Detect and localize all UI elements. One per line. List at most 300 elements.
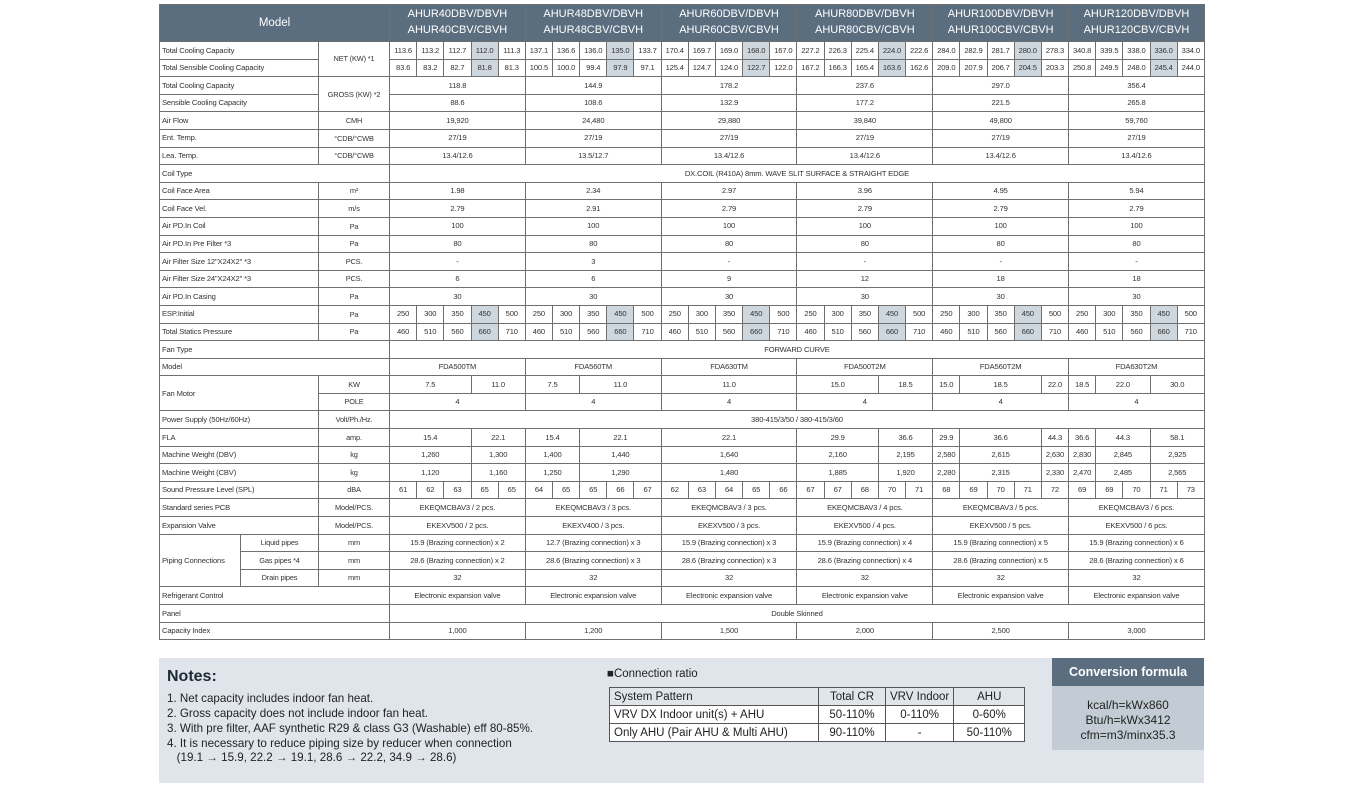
spec-value-cell: 39,840 [797,112,933,130]
spec-row [160,446,1205,464]
spec-value-cell: EKEQMCBAV3 / 3 pcs. [525,499,661,517]
spec-value-cell: 350 [851,305,878,323]
spec-value-cell: 69 [1096,481,1123,499]
spec-value-cell: 300 [960,305,987,323]
model-header: Model [160,5,390,42]
spec-value-cell: 560 [987,323,1014,341]
connection-ratio-header-row [610,688,1025,706]
spec-value-cell: 2.79 [390,200,526,218]
spec-value-cell: 30 [661,288,797,306]
spec-value-cell: 237.6 [797,77,933,95]
spec-row [160,499,1205,517]
spec-value-cell: Electronic expansion valve [933,587,1069,605]
spec-value-cell: 32 [1069,569,1205,587]
model-name: AHUR40CBV/CBVH [407,24,508,36]
spec-row-label: Standard series PCB [160,499,319,517]
cr-cell: 0-60% [954,706,1025,724]
conversion-formula-box [1052,658,1204,750]
spec-row [160,569,1205,587]
spec-value-cell: 2,565 [1150,464,1204,482]
spec-value-cell: 36.6 [1069,429,1096,447]
spec-value-cell: 1,000 [390,622,526,640]
spec-value-cell: 30 [1069,288,1205,306]
spec-value-cell: 560 [715,323,742,341]
spec-value-cell: 100.0 [552,59,579,77]
spec-row-label: ESP.Initial [160,305,319,323]
spec-value-cell: 660 [471,323,498,341]
spec-value-cell: 2.91 [525,200,661,218]
spec-value-cell: 2,925 [1150,446,1204,464]
model-name: AHUR60DBV/DBVH [679,8,779,21]
spec-value-cell: 162.6 [906,59,933,77]
spec-value-cell: 111.3 [498,42,525,60]
spec-row-label: Air PD.In Casing [160,288,319,306]
spec-unit-cell: Pa [319,288,390,306]
spec-value-cell: 108.6 [525,94,661,112]
spec-row [160,481,1205,499]
model-name: AHUR80CBV/CBVH [815,24,915,36]
spec-value-cell: 100 [525,217,661,235]
spec-value-cell: 560 [1123,323,1150,341]
spec-value-cell: 100 [661,217,797,235]
spec-value-cell: EKEXV400 / 3 pcs. [525,517,661,535]
spec-value-cell: 118.8 [390,77,526,95]
spec-row [160,112,1205,130]
spec-value-cell: 4 [525,393,661,411]
spec-value-cell: 5.94 [1069,182,1205,200]
spec-unit-cell: kg [319,446,390,464]
spec-value-cell: 18.5 [878,376,932,394]
spec-row [160,253,1205,271]
spec-value-cell: 2,315 [960,464,1041,482]
spec-value-cell: 32 [390,569,526,587]
spec-row-label: Fan Type [160,341,390,359]
spec-value-cell: EKEQMCBAV3 / 6 pcs. [1069,499,1205,517]
spec-value-cell: 27/19 [1069,129,1205,147]
spec-value-cell: 284.0 [933,42,960,60]
cr-header-ahu: AHU [954,688,1025,706]
spec-value-cell: 99.4 [580,59,607,77]
spec-value-cell: 560 [851,323,878,341]
spec-row [160,605,1205,623]
spec-value-cell: 36.6 [878,429,932,447]
spec-value-cell: 350 [444,305,471,323]
spec-value-cell: 29.9 [933,429,960,447]
spec-value-cell: 450 [878,305,905,323]
spec-value-cell: 144.9 [525,77,661,95]
spec-value-cell: 3,000 [1069,622,1205,640]
spec-value-cell: 450 [1014,305,1041,323]
spec-value-cell: 12.7 (Brazing connection) x 3 [525,534,661,552]
spec-value-cell: 80 [797,235,933,253]
spec-value-cell: 510 [824,323,851,341]
spec-value-cell: 65 [552,481,579,499]
spec-value-cell: 460 [1069,323,1096,341]
spec-value-cell: 350 [580,305,607,323]
spec-value-cell: FDA500T2M [797,358,933,376]
spec-value-cell: 167.0 [770,42,797,60]
spec-value-cell: FDA500TM [390,358,526,376]
spec-unit-cell: Volt/Ph./Hz. [319,411,390,429]
conversion-line: cfm=m3/minx35.3 [1080,728,1176,742]
spec-unit-cell: Liquid pipes [241,534,319,552]
spec-value-cell: 222.6 [906,42,933,60]
spec-value-cell: 166.3 [824,59,851,77]
spec-value-cell: EKEQMCBAV3 / 4 pcs. [797,499,933,517]
spec-value-cell: 64 [715,481,742,499]
spec-value-cell: 62 [661,481,688,499]
spec-value-cell: 15.4 [390,429,471,447]
spec-value-cell: 4 [797,393,933,411]
spec-value-cell: 1,260 [390,446,471,464]
spec-row [160,270,1205,288]
spec-row [160,429,1205,447]
spec-value-cell: 1,120 [390,464,471,482]
spec-value-cell: 660 [1014,323,1041,341]
connection-ratio-row [610,724,1025,742]
spec-value-cell: 27/19 [933,129,1069,147]
spec-value-cell: 28.6 (Brazing connection) x 5 [933,552,1069,570]
spec-value-cell: Electronic expansion valve [390,587,526,605]
spec-value-cell: 44.3 [1096,429,1150,447]
spec-row [160,622,1205,640]
spec-value-cell: 22.0 [1041,376,1068,394]
spec-value-cell: 227.2 [797,42,824,60]
model-column-header [525,5,661,42]
spec-row-label: Air Flow [160,112,319,130]
cr-cell: VRV DX Indoor unit(s) + AHU [610,706,819,724]
spec-value-cell: 30 [933,288,1069,306]
spec-value-cell: 13.4/12.6 [797,147,933,165]
spec-value-cell: 71 [906,481,933,499]
spec-row [160,411,1205,429]
spec-row-label: Air Filter Size 24"X24X2" *3 [160,270,319,288]
spec-value-cell: 49,800 [933,112,1069,130]
spec-value-cell: 2,630 [1041,446,1068,464]
spec-unit-cell: mm [319,569,390,587]
spec-value-cell: 67 [797,481,824,499]
spec-value-cell: 2,195 [878,446,932,464]
spec-row-label: Fan Motor [160,376,319,411]
spec-unit-cell: PCS. [319,270,390,288]
spec-value-cell: 300 [417,305,444,323]
spec-value-cell: 67 [824,481,851,499]
spec-value-cell: 28.6 (Brazing connection) x 6 [1069,552,1205,570]
spec-value-cell: 250.8 [1069,59,1096,77]
spec-value-cell: 510 [960,323,987,341]
spec-value-cell: 460 [661,323,688,341]
spec-value-cell: 65 [471,481,498,499]
spec-unit-cell: °CDB/°CWB [319,129,390,147]
spec-value-cell: 177.2 [797,94,933,112]
notes-title: Notes: [167,668,217,685]
spec-value-cell: EKEXV500 / 4 pcs. [797,517,933,535]
spec-value-cell: 340.8 [1069,42,1096,60]
spec-value-cell: 70 [878,481,905,499]
model-name: AHUR100DBV/DBVH [947,8,1054,21]
spec-value-cell: 2,615 [960,446,1041,464]
spec-value-cell: 70 [1123,481,1150,499]
spec-value-cell: 112.0 [471,42,498,60]
spec-value-cell: 83.6 [390,59,417,77]
spec-row-label: Ent. Temp. [160,129,319,147]
spec-value-cell: 170.4 [661,42,688,60]
spec-value-cell: 500 [498,305,525,323]
note-line: 1. Net capacity includes indoor fan heat. [167,692,374,705]
spec-row-label: Power Supply (50Hz/60Hz) [160,411,319,429]
spec-row-label: Total Sensible Cooling Capacity [160,59,319,77]
spec-value-cell: 281.7 [987,42,1014,60]
spec-row-label: Lea. Temp. [160,147,319,165]
spec-value-cell: 88.6 [390,94,526,112]
spec-value-cell: 66 [607,481,634,499]
spec-value-cell: 1.98 [390,182,526,200]
spec-value-cell: 500 [1177,305,1204,323]
model-name: AHUR40DBV/DBVH [407,8,508,21]
spec-value-cell: 80 [1069,235,1205,253]
cr-cell: - [886,724,954,742]
spec-value-cell: 460 [933,323,960,341]
spec-value-cell: Double Skinned [390,605,1205,623]
model-column-header [1069,5,1205,42]
spec-value-cell: 13.5/12.7 [525,147,661,165]
spec-value-cell: 15.9 (Brazing connection) x 2 [390,534,526,552]
spec-value-cell: 7.5 [525,376,579,394]
spec-value-cell: 13.4/12.6 [661,147,797,165]
spec-value-cell: 280.0 [1014,42,1041,60]
spec-unit-cell: Pa [319,217,390,235]
spec-row-label: Air PD.In Pre Filter *3 [160,235,319,253]
spec-value-cell: 356.4 [1069,77,1205,95]
spec-value-cell: 2,160 [797,446,878,464]
spec-value-cell: Electronic expansion valve [525,587,661,605]
spec-value-cell: 132.9 [661,94,797,112]
spec-row [160,376,1205,394]
spec-unit-cell: POLE [319,393,390,411]
spec-value-cell: 100 [797,217,933,235]
spec-value-cell: 124.7 [688,59,715,77]
model-name: AHUR48CBV/CBVH [543,24,644,36]
spec-value-cell: 30 [390,288,526,306]
spec-value-cell: 2,485 [1096,464,1150,482]
spec-value-cell: 2.79 [933,200,1069,218]
spec-value-cell: 710 [1177,323,1204,341]
spec-value-cell: 2,000 [797,622,933,640]
connection-ratio-table [609,687,1025,742]
spec-value-cell: 32 [661,569,797,587]
note-line: 4. It is necessary to reduce piping size by reducer when connection [167,737,512,750]
spec-value-cell: 334.0 [1177,42,1204,60]
spec-value-cell: 97.1 [634,59,661,77]
spec-value-cell: DX.COIL (R410A) 8mm. WAVE SLIT SURFACE & STRAIGHT EDGE [390,165,1205,183]
spec-value-cell: 244.0 [1177,59,1204,77]
spec-value-cell: 204.5 [1014,59,1041,77]
spec-value-cell: 64 [525,481,552,499]
spec-value-cell: 4 [1069,393,1205,411]
spec-value-cell: 2,280 [933,464,960,482]
spec-value-cell: 2,580 [933,446,960,464]
note-line: (19.1 → 15.9, 22.2 → 19.1, 28.6 → 22.2, 34.9 → 28.6) [167,751,457,764]
spec-value-cell: 97.9 [607,59,634,77]
spec-value-cell: 63 [688,481,715,499]
spec-value-cell: 81.3 [498,59,525,77]
spec-value-cell: 206.7 [987,59,1014,77]
spec-value-cell: 100 [390,217,526,235]
spec-value-cell: 28.6 (Brazing connection) x 3 [661,552,797,570]
spec-row [160,517,1205,535]
spec-unit-cell: Pa [319,323,390,341]
conversion-formula-title: Conversion formula [1052,658,1204,686]
conversion-line: Btu/h=kWx3412 [1085,713,1171,727]
spec-value-cell: 122.0 [770,59,797,77]
spec-value-cell: 30 [797,288,933,306]
spec-value-cell: 65 [498,481,525,499]
spec-unit-cell: °CDB/°CWB [319,147,390,165]
spec-row-label: Coil Face Vel. [160,200,319,218]
spec-value-cell: 70 [987,481,1014,499]
spec-value-cell: 224.0 [878,42,905,60]
spec-value-cell: - [661,253,797,271]
spec-value-cell: 380-415/3/50 / 380-415/3/60 [390,411,1205,429]
spec-value-cell: 100 [933,217,1069,235]
spec-value-cell: 65 [743,481,770,499]
spec-value-cell: 169.7 [688,42,715,60]
spec-row-label: Expansion Valve [160,517,319,535]
spec-row-label: FLA [160,429,319,447]
spec-value-cell: 135.0 [607,42,634,60]
model-name: AHUR48DBV/DBVH [543,8,644,21]
spec-unit-cell: NET (KW) *1 [319,42,390,77]
spec-value-cell: 450 [1150,305,1177,323]
spec-row-label: Model [160,358,390,376]
spec-unit-cell: m/s [319,200,390,218]
spec-value-cell: 136.0 [580,42,607,60]
spec-row-label: Air PD.In Coil [160,217,319,235]
spec-value-cell: 168.0 [743,42,770,60]
spec-value-cell: 12 [797,270,933,288]
spec-value-cell: 250 [525,305,552,323]
spec-row-label: Total Cooling Capacity [160,77,319,95]
spec-value-cell: EKEXV500 / 6 pcs. [1069,517,1205,535]
model-name: AHUR120CBV/CBVH [1083,24,1190,36]
spec-value-cell: 500 [770,305,797,323]
cr-cell: 0-110% [886,706,954,724]
spec-value-cell: 450 [471,305,498,323]
spec-value-cell: 11.0 [580,376,661,394]
spec-value-cell: 18 [1069,270,1205,288]
spec-value-cell: 13.4/12.6 [390,147,526,165]
spec-value-cell: 27/19 [390,129,526,147]
spec-value-cell: 4 [661,393,797,411]
spec-value-cell: 80 [525,235,661,253]
spec-value-cell: 100.5 [525,59,552,77]
spec-value-cell: 660 [1150,323,1177,341]
spec-unit-cell: mm [319,534,390,552]
spec-value-cell: 1,885 [797,464,878,482]
spec-value-cell: 27/19 [797,129,933,147]
spec-value-cell: - [390,253,526,271]
connection-ratio-title: ■Connection ratio [607,668,698,680]
spec-value-cell: 18.5 [1069,376,1096,394]
spec-value-cell: 207.9 [960,59,987,77]
spec-value-cell: 2.79 [797,200,933,218]
spec-value-cell: 137.1 [525,42,552,60]
spec-value-cell: 29,880 [661,112,797,130]
spec-value-cell: 113.6 [390,42,417,60]
spec-value-cell: 32 [933,569,1069,587]
spec-value-cell: EKEQMCBAV3 / 2 pcs. [390,499,526,517]
spec-value-cell: 336.0 [1150,42,1177,60]
model-column-header [390,5,526,42]
spec-value-cell: 225.4 [851,42,878,60]
spec-value-cell: 27/19 [525,129,661,147]
spec-value-cell: 710 [906,323,933,341]
spec-value-cell: 169.0 [715,42,742,60]
spec-value-cell: 245.4 [1150,59,1177,77]
spec-value-cell: 82.7 [444,59,471,77]
spec-row [160,129,1205,147]
spec-value-cell: 2.34 [525,182,661,200]
spec-value-cell: 1,920 [878,464,932,482]
spec-value-cell: 15.0 [933,376,960,394]
spec-value-cell: 500 [1041,305,1068,323]
spec-value-cell: 4 [390,393,526,411]
spec-unit-cell: m² [319,182,390,200]
spec-value-cell: 282.9 [960,42,987,60]
spec-value-cell: 510 [552,323,579,341]
spec-value-cell: 710 [498,323,525,341]
spec-value-cell: 1,440 [580,446,661,464]
spec-value-cell: 19,920 [390,112,526,130]
spec-value-cell: - [797,253,933,271]
spec-value-cell: 339.5 [1096,42,1123,60]
spec-row-label: Total Statics Pressure [160,323,319,341]
spec-value-cell: 66 [770,481,797,499]
spec-value-cell: 4 [933,393,1069,411]
spec-value-cell: 9 [661,270,797,288]
spec-value-cell: 22.1 [661,429,797,447]
spec-value-cell: 112.7 [444,42,471,60]
spec-value-cell: 63 [444,481,471,499]
spec-value-cell: 2,830 [1069,446,1096,464]
spec-value-cell: 6 [525,270,661,288]
cr-cell: 50-110% [819,706,886,724]
spec-unit-cell: mm [319,552,390,570]
spec-value-cell: 250 [1069,305,1096,323]
spec-row-label: Sound Pressure Level (SPL) [160,481,319,499]
spec-value-cell: 1,290 [580,464,661,482]
spec-value-cell: 300 [824,305,851,323]
spec-value-cell: 560 [580,323,607,341]
spec-value-cell: 13.4/12.6 [933,147,1069,165]
spec-value-cell: 660 [607,323,634,341]
spec-value-cell: 44.3 [1041,429,1068,447]
spec-unit-cell: Model/PCS. [319,517,390,535]
spec-value-cell: 80 [933,235,1069,253]
spec-row-label: Coil Face Area [160,182,319,200]
spec-value-cell: 560 [444,323,471,341]
spec-row [160,323,1205,341]
spec-value-cell: 11.0 [471,376,525,394]
cr-cell: 50-110% [954,724,1025,742]
spec-value-cell: 32 [525,569,661,587]
spec-value-cell: 29.9 [797,429,878,447]
spec-value-cell: 2,330 [1041,464,1068,482]
model-column-header [661,5,797,42]
spec-value-cell: 510 [1096,323,1123,341]
spec-row [160,182,1205,200]
spec-value-cell: FDA560T2M [933,358,1069,376]
